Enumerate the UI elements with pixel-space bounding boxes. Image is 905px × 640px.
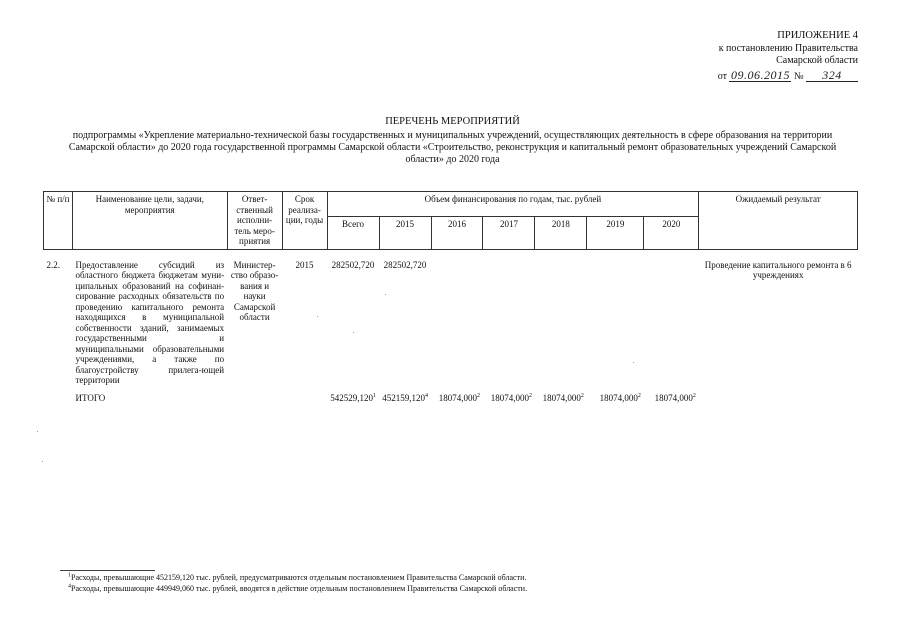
scan-dot	[317, 316, 318, 317]
footnote-mark: 4	[68, 583, 71, 590]
appendix-date-line	[718, 69, 858, 84]
header-responsible: Ответ-ственный исполни-тель меро-приятия	[227, 192, 282, 250]
itogo-2018: 18074,000$^2$	[542, 392, 584, 403]
header-funding: Объем финансирования по годам, тыс. рублей	[327, 192, 699, 217]
header-result: Ожидаемый результат	[699, 192, 858, 250]
footnote-4: $^4$Расходы, превышающие 449949,060 тыс. рублей, вводятся в действие отдельным постановлением Правительства Самарской области.	[68, 583, 528, 593]
scan-dot	[42, 461, 43, 462]
itogo-2019: 18074,000$^2$	[599, 392, 641, 403]
header-year-total: Всего	[327, 216, 379, 249]
scan-dot	[37, 431, 38, 432]
footnote-mark: 1	[373, 392, 377, 399]
itogo-row	[44, 388, 858, 406]
header-num: № п/п	[44, 192, 73, 250]
header-row-1	[44, 192, 858, 217]
header-name: Наименование цели, задачи, мероприятия	[72, 192, 227, 250]
footnote-mark: 4	[425, 392, 428, 399]
appendix-line1: к постановлению Правительства	[718, 42, 858, 54]
row-2015: 282502,720	[383, 259, 427, 270]
footnote-mark: 2	[692, 392, 696, 399]
footnote-separator	[60, 570, 155, 571]
row-responsible: Министер-ство образо-вания и науки Самарской области	[230, 259, 279, 322]
document-title: ПЕРЕЧЕНЬ МЕРОПРИЯТИЙ	[385, 116, 520, 127]
footnote-mark: 2	[637, 392, 641, 399]
row-period: 2015	[295, 259, 314, 270]
itogo-2016: 18074,000$^2$	[438, 392, 480, 403]
itogo-label: ИТОГО	[75, 392, 106, 403]
scan-dot	[385, 294, 386, 295]
itogo-2017: 18074,000$^2$	[490, 392, 532, 403]
itogo-2020: 18074,000$^2$	[654, 392, 696, 403]
document-subtitle: подпрограммы «Укрепление материально-технической базы государственных и муниципальных учреждений, осуществляющих деятельность в сфере образования на территории Самарской области» до 2020 года государственной программы Самарской области «Строительство, реконструкция и капитальный ремонт образовательных учреждений Самарской области» до 2020 года	[68, 130, 837, 165]
footnote-mark: 2	[528, 392, 532, 399]
header-year-2019: 2019	[587, 216, 644, 249]
row-total: 282502,720	[331, 259, 375, 270]
measures-table	[43, 191, 858, 405]
header-year-2017: 2017	[483, 216, 535, 249]
row-result: Проведение капитального ремонта в 6 учреждениях	[704, 259, 852, 280]
appendix-title: ПРИЛОЖЕНИЕ 4	[777, 30, 858, 41]
header-year-2015: 2015	[379, 216, 431, 249]
date-value: 09.06.2015	[730, 67, 790, 82]
row-name: Предоставление субсидий из областного бюджета бюджетам муни-ципальных образований на софинан-сирование расходных обязательств по проведению капитального ремонта находящихся в муниципальной собственности зданий, занимаемых государственными и муниципальными образовательными учреждениями, а также по благоустройству прилега-ющей территории	[75, 259, 225, 385]
appendix-block	[718, 30, 858, 83]
itogo-2015: 452159,120$^4$	[382, 392, 428, 403]
number-prefix: №	[793, 70, 804, 82]
table-row	[44, 249, 858, 388]
scan-dot	[633, 362, 634, 363]
header-year-2020: 2020	[644, 216, 699, 249]
number-value: 324	[806, 69, 858, 83]
header-year-2018: 2018	[535, 216, 587, 249]
footnote-mark: 2	[580, 392, 584, 399]
appendix-line2: Самарской области	[776, 55, 858, 66]
row-num: 2.2.	[46, 259, 60, 270]
date-prefix: от	[717, 70, 727, 82]
itogo-total: 542529,120$^1$	[330, 392, 377, 403]
header-year-2016: 2016	[431, 216, 483, 249]
scan-dot	[353, 332, 354, 333]
footnote-mark: 1	[68, 572, 71, 579]
footnote-1: $^1$Расходы, превышающие 452159,120 тыс. рублей, предусматриваются отдельным постановлением Правительства Самарской области.	[68, 572, 527, 582]
footnote-mark: 2	[476, 392, 480, 399]
header-period: Срок реализа-ции, годы	[282, 192, 327, 250]
